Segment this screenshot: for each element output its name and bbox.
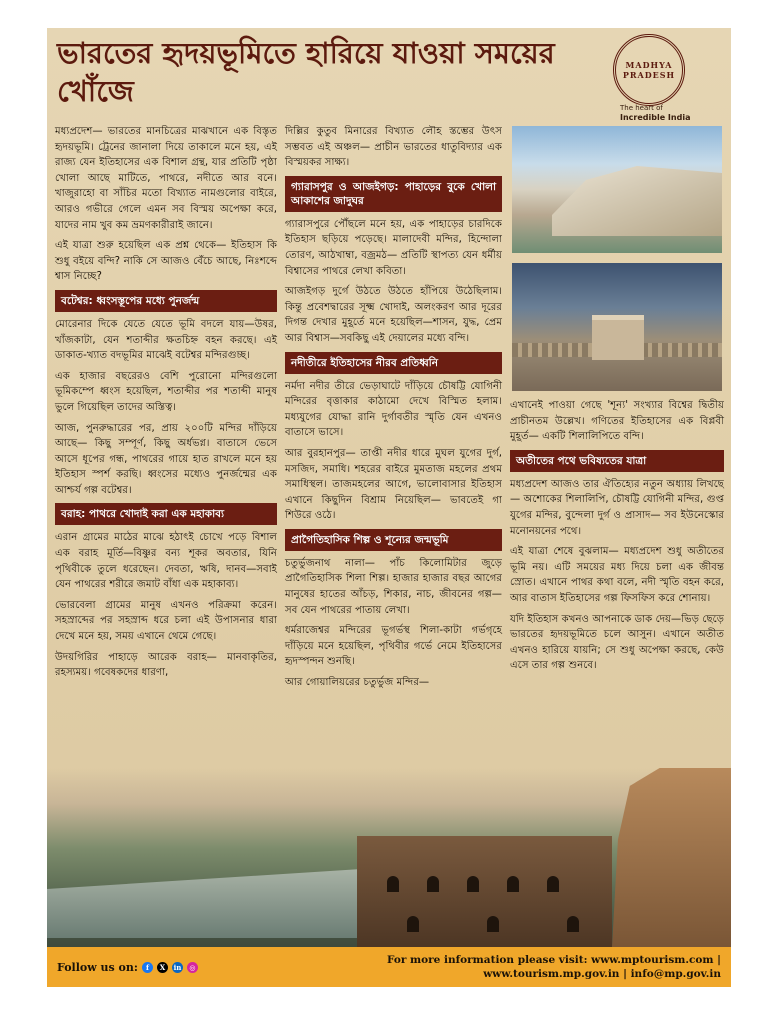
paragraph: গ্যারাসপুরে পৌঁছলে মনে হয়, এক পাহাড়ের চারদিকে ইতিহাস ছড়িয়ে পড়েছে। মালাদেবী মন্দির, হিন্দোলা তোরণ, আঠখাম্বা, বজ্রমঠ— প্রতিটি স্থাপত্য যেন ধর্মীয় বিশ্বাসের পাথরে লেখা কবিতা। xyxy=(285,218,502,277)
follow-us xyxy=(57,961,198,974)
info-line-1[interactable]: For more information please visit: www.mptourism.com | xyxy=(386,954,721,966)
paragraph: এই যাত্রা শেষে বুঝলাম— মধ্যপ্রদেশ শুধু অতীতের ভূমি নয়। এটি সময়ের মধ্য দিয়ে চলা এক জীবন্ত স্রোত। এখানে পাথর কথা বলে, নদী স্মৃতি বহন করে, আর বাতাস ইতিহাসের গল্প ফিসফিস করে শোনায়। xyxy=(510,546,724,604)
paragraph: ভোরবেলা গ্রামের মানুষ এখনও পরিক্রমা করেন। সহস্রাব্দের পর সহস্রাব্দ ধরে চলা এই উপাসনার ধারা দেখে মনে হয়, সময় এখানে থেমে গেছে। xyxy=(55,599,277,643)
logo-text: MADHYA PRADESH xyxy=(622,60,676,80)
section-heading-prehistoric: প্রাগৈতিহাসিক শিল্প ও শূন্যের জন্মভূমি xyxy=(285,529,502,551)
paragraph: উদয়গিরির পাহাড়ে আরেক বরাহ— মানবাকৃতির, রহস্যময়। গবেষকদের ধারণা, xyxy=(55,651,277,679)
tagline-small: The heart of xyxy=(620,104,663,112)
column-1 xyxy=(55,124,277,686)
x-icon[interactable]: X xyxy=(157,962,168,973)
brochure-page xyxy=(47,28,731,987)
contact-info xyxy=(387,953,721,981)
paragraph: আর গোয়ালিয়রের চতুর্ভুজ মন্দির— xyxy=(285,677,430,689)
madhya-pradesh-logo xyxy=(613,34,685,106)
column-3 xyxy=(510,398,724,679)
paragraph: আজইগড় দুর্গে উঠতে উঠতে হাঁপিয়ে উঠেছিলাম। কিন্তু প্রবেশদ্বারের সূক্ষ্ম খোদাই, অলংকরণ আর দূরের দিগন্ত দেখার মুহূর্তে মনে হয়েছিল—শাসন, যুদ্ধ, প্রেম আর বিশ্বাস—সবকিছু এই দেয়ালের মধ্যে বন্দি। xyxy=(285,286,502,344)
tagline-big: Incredible India xyxy=(620,113,691,122)
linkedin-icon[interactable]: in xyxy=(173,962,182,972)
paragraph: ধর্মরাজেশ্বর মন্দিরের ভূগর্ভস্থ শিলা-কাটা গর্ভগৃহে দাঁড়িয়ে মনে হয়েছিল, পৃথিবীর গর্ভে নেমে ইতিহাসের হৃদস্পন্দন শুনছি। xyxy=(285,625,502,668)
paragraph: দিল্লির কুতুব মিনারের বিখ্যাত লৌহ স্তম্ভের উৎস সম্ভবত এই অঞ্চল— প্রাচীন ভারতের ধাতুবিদ্যার এক বিস্ময়কর সাক্ষ্য। xyxy=(285,126,502,169)
follow-label: Follow us on: xyxy=(57,960,138,974)
section-heading-future: অতীতের পথে ভবিষ্যতের যাত্রা xyxy=(510,450,724,472)
paragraph: মোরেনার দিকে যেতে যেতে ভূমি বদলে যায়—উষর, খাঁজকাটা, যেন শতাব্দীর ক্ষতচিহ্ন বহন করছে। এই ডাকাত-খ্যাত বদভূমির মাঝেই বটেশ্বর মন্দিরগুচ্ছ। xyxy=(55,318,277,362)
photo-fort-river-landscape xyxy=(47,768,731,947)
section-heading-bateshwar: বটেশ্বর: ধ্বংসস্তূপের মধ্যে পুনর্জন্ম xyxy=(55,290,277,312)
paragraph: এই যাত্রা শুরু হয়েছিল এক প্রশ্ন থেকে— ইতিহাস কি শুধু বইয়ে বন্দি? নাকি সে আজও বেঁচে আছে, নিঃশব্দে শ্বাস নিচ্ছে? xyxy=(55,240,277,283)
instagram-icon[interactable]: ◎ xyxy=(187,962,198,973)
paragraph: চতুর্ভুজনাথ নালা— পাঁচ কিলোমিটার জুড়ে প্রাগৈতিহাসিক শিলা শিল্প। হাজার হাজার বছর আগের মানুষের হাতের আঁচড়, শিকার, নাচ, জীবনের গল্প—সব যেন পাথরের পাতায় লেখা। xyxy=(285,557,502,616)
paragraph: মধ্যপ্রদেশ আজও তার ঐতিহ্যের নতুন অধ্যায় লিখছে— অশোকের শিলালিপি, চৌষট্টি যোগিনী মন্দির, গুপ্ত যুগের মন্দির, বুন্দেলা দুর্গ ও প্রাসাদ— সব ইউনেস্কোর মনোনয়নের পথে। xyxy=(510,478,724,537)
paragraph: এক হাজার বছরেরও বেশি পুরোনো মন্দিরগুলো ভূমিকম্পে ধ্বংস হয়েছিল, শতাব্দীর পর শতাব্দী মানুষ ভুলে গিয়েছিল তাদের অস্তিত্ব। xyxy=(55,370,277,413)
footer-bar xyxy=(47,947,731,987)
photo-chausath-yogini-temple xyxy=(512,263,722,391)
column-2 xyxy=(285,124,502,696)
photo-marble-rocks xyxy=(512,126,722,253)
paragraph: এখানেই পাওয়া গেছে 'শূন্য' সংখ্যার বিশ্বের দ্বিতীয় প্রাচীনতম উল্লেখ। গণিতের ইতিহাসের এক বিপ্লবী মুহূর্ত— একটি শিলালিপিতে বন্দি। xyxy=(510,400,724,443)
section-heading-riverside: নদীতীরে ইতিহাসের নীরব প্রতিধ্বনি xyxy=(285,352,502,374)
paragraph: যদি ইতিহাস কখনও আপনাকে ডাক দেয়—ভিড় ছেড়ে ভারতের হৃদয়ভূমিতে চলে আসুন। এখানে অতীত এখনও হারিয়ে যায়নি; সে শুধু অপেক্ষা করছে, কেউ এসে তার গল্প শুনবে। xyxy=(510,613,724,672)
paragraph: আর বুরহানপুর— তাপ্তী নদীর ধারে মুঘল যুগের দুর্গ, মসজিদ, সমাধি। শহরের বাইরে মুমতাজ মহলের প্রথম সমাধিস্থল। তাজমহলের আগে, ভালোবাসার ইতিহাস এখানে কিছুদিন বিশ্রাম নিয়েছিল— ভাবতেই গা শিউরে ওঠে। xyxy=(285,447,502,522)
tagline xyxy=(620,104,690,123)
paragraph: মধ্যপ্রদেশ— ভারতের মানচিত্রের মাঝখানে এক বিস্তৃত হৃদয়ভূমি। ট্রেনের জানালা দিয়ে তাকালে মনে হয়, এই রাজ্য যেন ইতিহাসের এক বিশাল গ্রন্থ, যার প্রতিটি পৃষ্ঠা খোলা আছে মাটিতে, পাথরে, নদীতে আর বনে। খাজুরাহো বা সাঁচির মতো বিখ্যাত নামগুলোর বাইরে, আরও গভীরে গেলে এমন সব বিস্ময় অপেক্ষা করে, যাদের নাম খুব কম ভ্রমণকারীরাই জানে। xyxy=(55,126,277,231)
section-heading-gyaraspur: গ্যারাসপুর ও আজইগড়: পাহাড়ের বুকে খোলা আকাশের জাদুঘর xyxy=(285,176,502,212)
paragraph: আজ, পুনরুদ্ধারের পর, প্রায় ২০০টি মন্দির দাঁড়িয়ে আছে— কিছু সম্পূর্ণ, কিছু অর্ধভগ্ন। বাতাসে ভেসে আসে ধূপের গন্ধ, পাথরের গায়ে হাত রাখলে মনে হয় ইতিহাস স্পর্শ করছি। ধ্বংসের মধ্যেও পুনর্জন্মের এক আশ্চর্য গল্প বটেশ্বর। xyxy=(55,422,277,496)
section-heading-varaha: বরাহ: পাথরে খোদাই করা এক মহাকাব্য xyxy=(55,503,277,525)
info-line-2[interactable]: www.tourism.mp.gov.in | info@mp.gov.in xyxy=(483,968,721,980)
paragraph: নর্মদা নদীর তীরে ভেড়াঘাটে দাঁড়িয়ে চৌষট্টি যোগিনী মন্দিরের বৃত্তাকার কাঠামো দেখে বিস্মিত হলাম। মধ্যযুগের যোদ্ধা রানি দুর্গাবতীর স্মৃতি যেন এখনও বাতাসে ভাসে। xyxy=(285,380,502,439)
facebook-icon[interactable]: f xyxy=(142,962,153,973)
paragraph: এরান গ্রামের মাঠের মাঝে হঠাৎই চোখে পড়ে বিশাল এক বরাহ মূর্তি—বিষ্ণুর বন্য শূকর অবতার, যিনি পৃথিবীকে তুলে ধরেছেন। দেবতা, ঋষি, দানব—সবাই যেন পাথরের শরীরে জমাট বাঁধা এক মহাকাব্য। xyxy=(55,532,277,591)
page-title: ভারতের হৃদয়ভূমিতে হারিয়ে যাওয়া সময়ের খোঁজে xyxy=(57,36,555,108)
